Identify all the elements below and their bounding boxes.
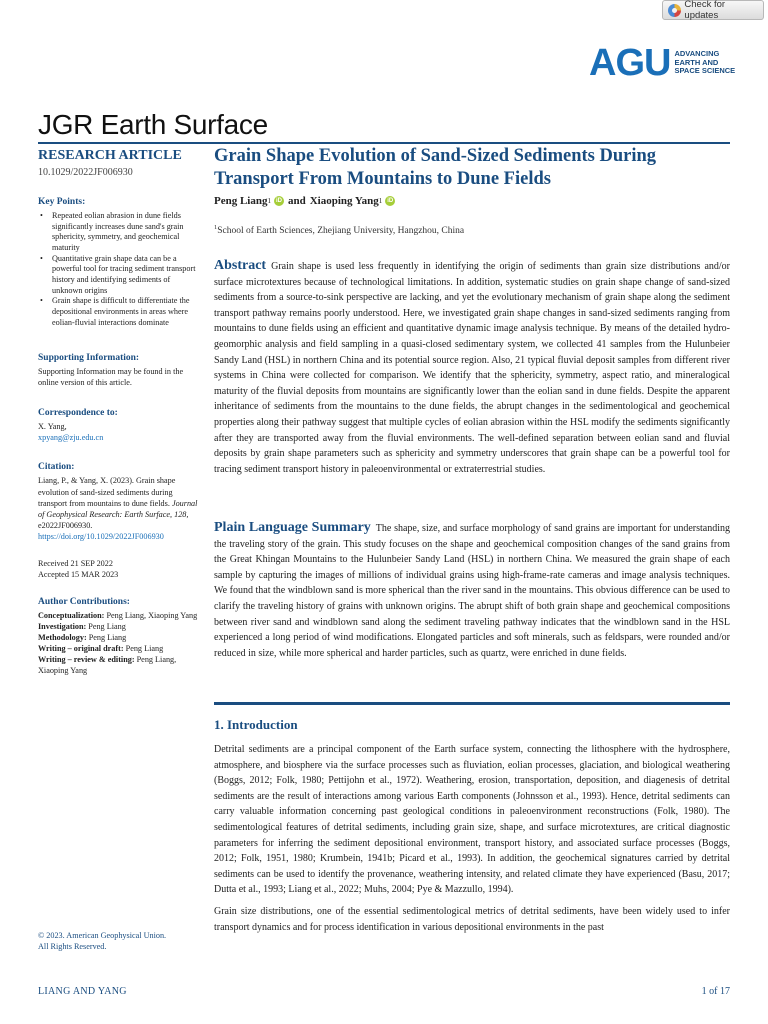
intro-paragraph: Detrital sediments are a principal component of the Earth surface system, connecting the lithosphere with the hydrosphere, atmosphere, and biosphere via the surface processes such as fluviation, eolian processes, glaciation, and biological weathering (Boggs, 2012; Folk, 1980; Pettijohn et al., 1972). Weathering, erosion, transportation, deposition, and diagenesis of detrital sediments are the result of interactions among various Earth components (Johnsson et al., 1993). Hence, detrital sediments can carry valuable information concerning past geological conditions in paleoenvironment reconstructions (Folk, 1980). The sedimentological features of detrital sediments, including grain size, shape, and surface microtextures, are critical diagnostic parameters for inferring the sediment depositional environment, transport history, and associated surface processes (Boggs, 2012; Folk, 1951, 1980; Krumbein, 1941b; Picard et al., 1993). In addition, the geochemical signatures carried by detrital sediments can be used to identify the provenance, weathering intensity, and related climate they have experienced (Basu, 2017; Dutta et al., 1993; Liang et al., 2022; Muhs, 2004; Pye & Mazzullo, 1994). [214, 744, 730, 896]
contribution-names: Peng Liang [125, 644, 164, 654]
correspondence-name: X. Yang, [38, 422, 67, 432]
check-for-updates-button[interactable] [662, 0, 764, 20]
contribution-names: Peng Liang, Xiaoping Yang [106, 610, 198, 620]
contribution-item [38, 632, 198, 643]
agu-logo [589, 44, 735, 82]
plain-language-summary [214, 520, 730, 661]
copyright-notice [38, 931, 198, 952]
accepted-date: Accepted 15 MAR 2023 [38, 569, 119, 579]
contribution-names: Peng Liang, Xiaoping Yang [38, 655, 177, 676]
contribution-role: Methodology: [38, 633, 87, 643]
affiliation-sup: 1 [214, 224, 218, 231]
author-name: Xiaoping Yang [309, 195, 379, 207]
author-affil-sup: 1 [267, 197, 271, 205]
footer-authors: LIANG AND YANG [38, 986, 127, 997]
correspondence-heading: Correspondence to: [38, 408, 118, 419]
author-affil-sup: 1 [378, 197, 383, 205]
agu-tagline [674, 50, 735, 76]
supporting-info-text: Supporting Information may be found in the online version of this article. [38, 367, 184, 388]
citation-article-number: e2022JF006930. [38, 520, 93, 530]
crossmark-icon [668, 4, 680, 17]
contribution-item [38, 621, 198, 632]
affiliation-text: School of Earth Sciences, Zhejiang University, Hangzhou, China [217, 226, 465, 237]
contribution-role: Investigation: [38, 622, 87, 632]
contribution-role: Writing – original draft: [38, 644, 124, 654]
agu-tagline-line: ADVANCING [674, 49, 720, 59]
citation-doi-link[interactable]: https://doi.org/10.1029/2022JF006930 [38, 531, 164, 541]
orcid-icon[interactable]: iD [387, 198, 394, 204]
supporting-info-heading: Supporting Information: [38, 353, 140, 364]
journal-title: JGR Earth Surface [38, 109, 268, 140]
agu-tagline-line: SPACE SCIENCE [674, 66, 736, 76]
abstract [214, 258, 730, 477]
key-points-heading: Key Points: [38, 197, 86, 207]
check-updates-label: Check for updates [684, 0, 726, 21]
sidebar [38, 148, 198, 676]
contribution-names: Peng Liang [88, 622, 126, 632]
author-list [214, 195, 730, 207]
agu-logo-mark: AGU [589, 42, 671, 84]
citation-text [38, 475, 198, 541]
page-number: 1 of 17 [701, 986, 730, 997]
pls-heading: Plain Language Summary [214, 520, 371, 535]
received-date: Received 21 SEP 2022 [38, 558, 113, 568]
key-point-item: • Repeated eolian abrasion in dune fields significantly increases dune sand's grain sphericity, symmetry, and geochemical maturity [38, 211, 198, 254]
author-separator: and [287, 195, 306, 207]
correspondence-email-link[interactable]: xpyang@zju.edu.cn [38, 433, 104, 443]
abstract-heading: Abstract [214, 258, 267, 273]
author-name: Peng Liang [214, 195, 268, 207]
article-type: RESEARCH ARTICLE [38, 148, 182, 163]
citation-journal: Journal of Geophysical Research: Earth Surface, 128, [38, 498, 198, 519]
author-contributions-heading: Author Contributions: [38, 596, 130, 607]
contribution-names: Peng Liang [88, 633, 127, 643]
article-title: Grain Shape Evolution of Sand-Sized Sediments During Transport From Mountains to Dune Fields [214, 146, 657, 189]
agu-tagline-line: EARTH AND [674, 57, 719, 67]
citation-body: Liang, P., & Yang, X. (2023). Grain shape evolution of sand-sized sediments during transport from mountains to dune fields. [38, 476, 176, 508]
citation-heading: Citation: [38, 462, 75, 473]
contribution-role: Conceptualization: [38, 610, 105, 620]
affiliation [214, 224, 730, 236]
key-points-list [38, 211, 198, 328]
contribution-item [38, 654, 198, 676]
copyright-line: All Rights Reserved. [38, 941, 107, 951]
introduction-heading: 1. Introduction [214, 717, 298, 732]
contribution-item [38, 610, 198, 621]
pls-text: The shape, size, and surface morphology of sand grains are important for understanding the traveling story of the grain. This study focuses on the shape and geochemical composition changes of the sand grains from the Great Khingan Mountains to the Hulunbeier Sandy Land (HSL) in northern China. We measured the grain shape of each sample by capturing the images of millions of individual grains using high-frame-rate cameras and image analysis techniques. We found that the windblown sand is more spherical than the river sand in the mountains. This obvious difference can be used to clarify the traveling history of grains with unknown origins. The abrupt shift of both grain shape and geochemical compositions between river sand and windblown sand along the sediment traveling pathway indicates that the windblown sand in the HSL experienced a long period of wind modifications. Elongated particles and soft minerals, such as feldspars, were rounded and/or reduced in size, while more spherical and harder particles, such as quartz, were enriched in dune fields. [214, 523, 730, 659]
contribution-item [38, 643, 198, 654]
doi: 10.1029/2022JF006930 [38, 167, 133, 178]
key-point-item: • Quantitative grain shape data can be a powerful tool for tracing sediment transport history and identifying sediments of unknown origins [38, 254, 198, 297]
contribution-role: Writing – review & editing: [38, 655, 135, 665]
introduction-body [214, 742, 730, 941]
author-contributions-list [38, 610, 198, 676]
abstract-text: Grain shape is used less frequently in identifying the origin of sediments than grain size distributions and/or surface microtextures because of technological limitations. In addition, systematic studies on grain shape change of sand-sized sediments from a source-to-sink perspective are lacking, and yet the evolutionary mechanism of grain shape along the sediment transport pathway remains poorly understood. Here, we investigated grain shape changes in sand-sized sediments ranging from mountains to dune fields using an efficient and quantitative dynamic image analysis technique. By means of the detailed hydro-geomorphic analysis and field sampling in a quasi-closed sedimentary system, we collected 41 samples from the Hulunbeier Sandy Land (HSL) in northern China and its potential source region. Also, 21 typical fluvial deposit samples from different river systems in China were collected for comparison. We identify that the sphericity, symmetry, aspect ratio, and mineralogical maturity of the fluvial deposits from mountains are significantly lower than the eolian sand in dune fields. Despite the apparent inheritance of sediments from the mountains to the dune fields, the abrupt changes in the sedimentological and geochemical properties along their pathway suggest that multiple cycles of eolian abrasion within the HSL modify the sediments significantly after they are transported away from the fluvial environments. The well-defined separation between eolian sand and fluvial deposits by grain shape parameters such as sphericity and symmetry underscores that grain shape can be a powerful tool for tracing sediment transport history in paleoenvironmental or extraterrestrial studies. [214, 261, 730, 475]
orcid-icon[interactable]: iD [275, 198, 282, 204]
intro-paragraph: Grain size distributions, one of the essential sedimentological metrics of detrital sediments, have been widely used to infer transport dynamics and for process identification in various depositional environments in the past [214, 905, 730, 933]
section-rule [214, 702, 730, 705]
key-point-item: • Grain shape is difficult to differentiate the depositional environments in areas where eolian-fluvial interactions dominate [38, 296, 198, 328]
copyright-line: © 2023. American Geophysical Union. [38, 931, 167, 940]
header-rule [38, 142, 730, 144]
